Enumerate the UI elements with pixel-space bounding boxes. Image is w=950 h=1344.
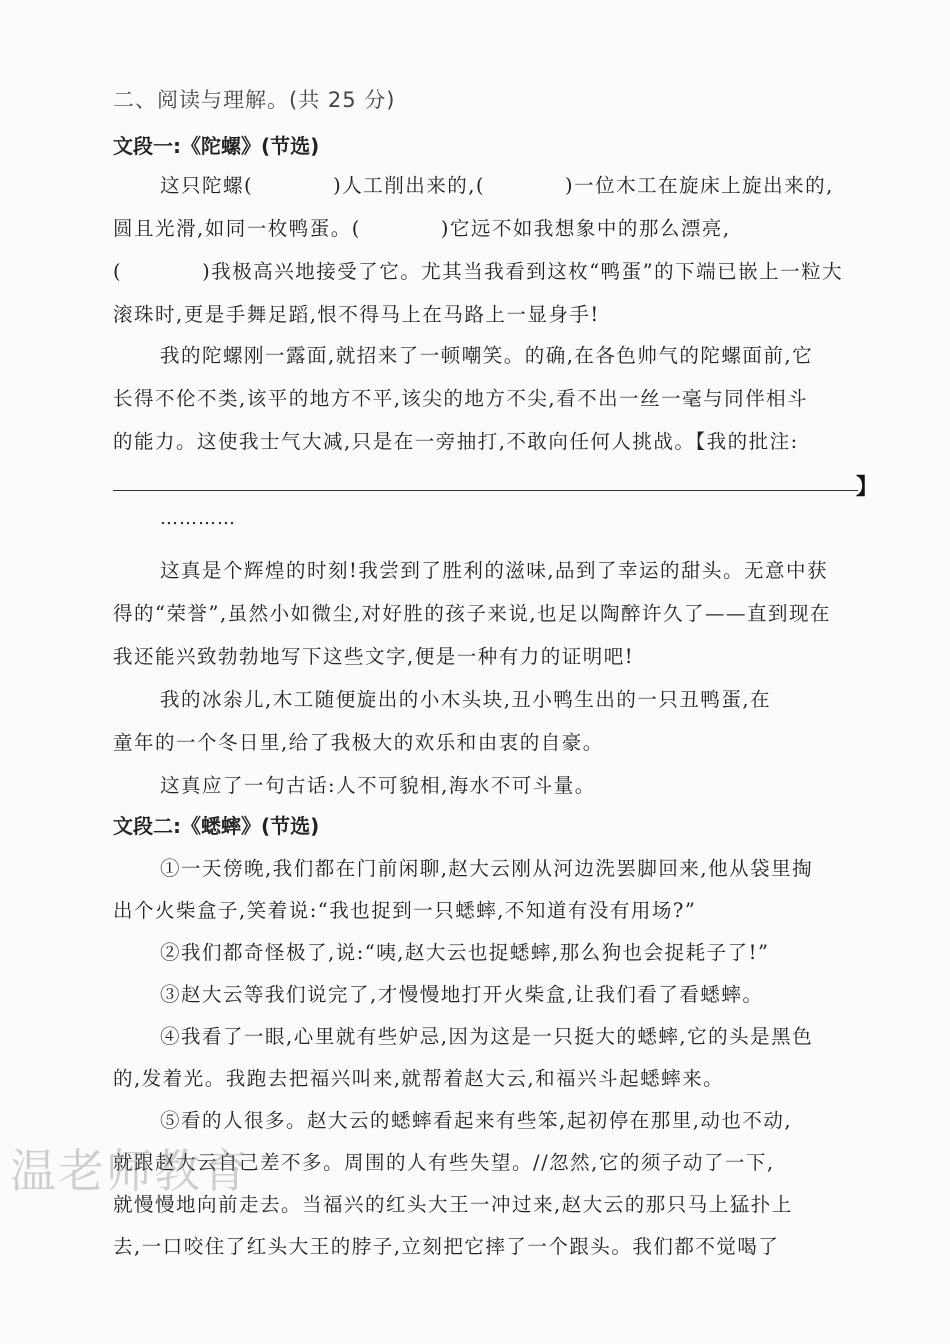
passage1-line-1: 这只陀螺( )人工削出来的,( )一位木工在旋床上旋出来的, — [160, 174, 834, 197]
passage1-line-6: 长得不伦不类,该平的地方不平,该尖的地方不尖,看不出一丝一毫与同伴相斗 — [113, 387, 809, 410]
passage2-line-6: 的,发着光。我跑去把福兴叫来,就帮着赵大云,和福兴斗起蟋蟀来。 — [113, 1067, 725, 1090]
passage2-line-3: ②我们都奇怪极了,说:“咦,赵大云也捉蟋蟀,那么狗也会捉耗子了!” — [160, 941, 770, 964]
passage2-line-1: ①一天傍晚,我们都在门前闲聊,赵大云刚从河边洗罢脚回来,他从袋里掏 — [160, 857, 814, 880]
annotation-answer-line[interactable] — [113, 490, 858, 491]
passage2-line-10: 去,一口咬住了红头大王的脖子,立刻把它摔了一个跟头。我们都不觉喝了 — [113, 1235, 780, 1258]
passage2-line-8: 就跟赵大云自己差不多。周围的人有些失望。//忽然,它的须子动了一下, — [113, 1151, 775, 1174]
section-title: 二、阅读与理解。(共 25 分) — [113, 88, 396, 112]
passage1-title: 文段一:《陀螺》(节选) — [113, 134, 320, 158]
passage1-line-10: 我还能兴致勃勃地写下这些文字,便是一种有力的证明吧! — [113, 645, 635, 668]
passage1-line-8: 这真是个辉煌的时刻!我尝到了胜利的滋味,品到了幸运的甜头。无意中获 — [160, 559, 829, 582]
passage2-line-5: ④我看了一眼,心里就有些妒忌,因为这是一只挺大的蟋蟀,它的头是黑色 — [160, 1025, 814, 1048]
passage2-line-7: ⑤看的人很多。赵大云的蟋蟀看起来有些笨,起初停在那里,动也不动, — [160, 1109, 793, 1132]
passage1-line-13: 这真应了一句古话:人不可貌相,海水不可斗量。 — [160, 774, 596, 797]
annotation-close-bracket: 】 — [856, 474, 879, 500]
passage2-line-2: 出个火柴盒子,笑着说:“我也捉到一只蟋蟀,不知道有没有用场?” — [113, 899, 697, 922]
passage1-line-3: ( )我极高兴地接受了它。尤其当我看到这枚“鸭蛋”的下端已嵌上一粒大 — [113, 260, 844, 283]
passage1-line-11: 我的冰尜儿,木工随便旋出的小木头块,丑小鸭生出的一只丑鸭蛋,在 — [160, 688, 772, 711]
passage1-line-7: 的能力。这使我士气大减,只是在一旁抽打,不敢向任何人挑战。【我的批注: — [113, 430, 799, 453]
passage2-title: 文段二:《蟋蟀》(节选) — [113, 814, 320, 838]
passage1-line-12: 童年的一个冬日里,给了我极大的欢乐和由衷的自豪。 — [113, 731, 604, 754]
ellipsis: ………… — [160, 508, 236, 529]
passage1-line-5: 我的陀螺刚一露面,就招来了一顿嘲笑。的确,在各色帅气的陀螺面前,它 — [160, 344, 814, 367]
passage2-line-4: ③赵大云等我们说完了,才慢慢地打开火柴盒,让我们看了看蟋蟀。 — [160, 983, 764, 1006]
passage1-line-2: 圆且光滑,如同一枚鸭蛋。( )它远不如我想象中的那么漂亮, — [113, 217, 731, 240]
watermark: 温老师教育 — [10, 1144, 250, 1198]
passage1-line-4: 滚珠时,更是手舞足蹈,恨不得马上在马路上一显身手! — [113, 303, 600, 326]
passage1-line-9: 得的“荣誉”,虽然小如微尘,对好胜的孩子来说,也足以陶醉许久了——直到现在 — [113, 602, 832, 625]
passage2-line-9: 就慢慢地向前走去。当福兴的红头大王一冲过来,赵大云的那只马上猛扑上 — [113, 1193, 793, 1216]
